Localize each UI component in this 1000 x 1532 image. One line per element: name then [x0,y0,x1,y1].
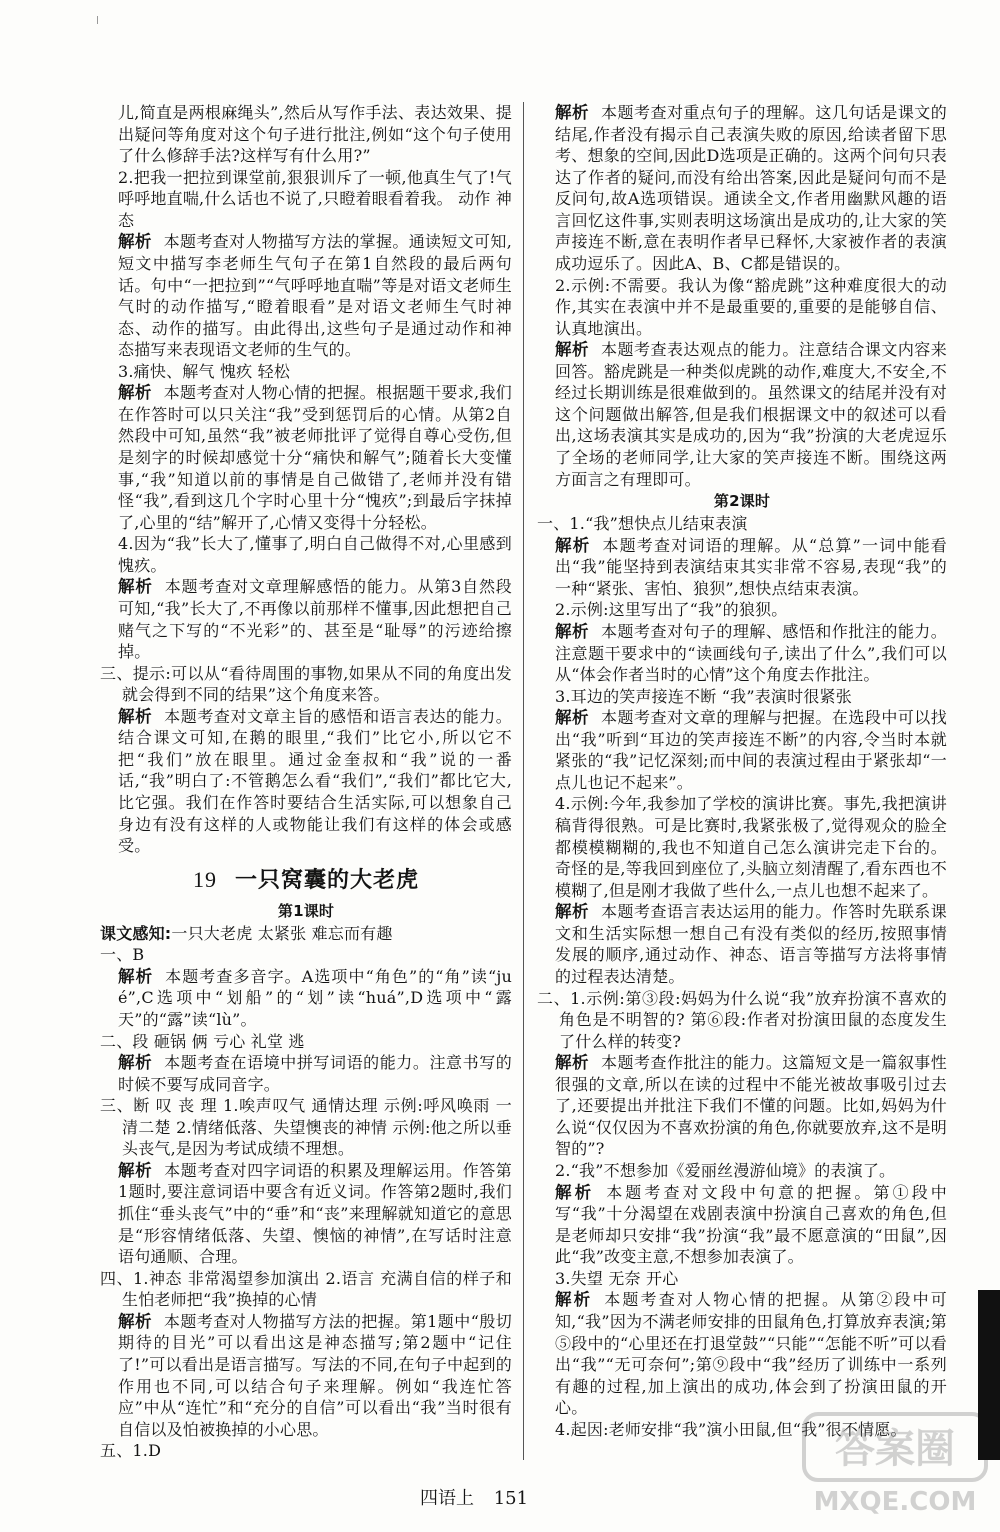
paragraph-text: 本题考查对人物描写方法的掌握。通读短文可知,短文中描写李老师生气句子在第1自然段的最后两句话。句中“一把拉到”“气呼呼地直喘”等是对语文老师生气时的动作描写,“瞪着眼看”是对语文老师生气时神态、动作的描写。由此得出,这些句子是通过动作和神态描写来表现语文老师的生气的。 [118,232,512,360]
paragraph-text: 3.失望 无奈 开心 [555,1268,679,1288]
analysis-label: 解析 [555,103,589,122]
paragraph-text: 儿,简直是两根麻绳头”,然后从写作手法、表达效果、提出疑问等角度对这个句子进行批注,例如“这个句子使用了什么修辞手法?这样写有什么用?” [118,103,512,166]
paragraph-text: 本题考查语言表达运用的能力。作答时先联系课文和生活实际想一想自己有没有类似的经历,按照事情发展的顺序,通过动作、神态、语言等描写方法将事情的过程表达清楚。 [555,902,947,986]
answer-paragraph [537,599,947,621]
analysis-label: 解析 [118,383,152,403]
section-label: 课文感知: [100,923,172,943]
paragraph-text: 三、断 叹 丧 理 1.唉声叹气 通情达理 示例:呼风唤雨 一清二楚 2.情绪低落、失望懊丧的神情 示例:他之所以垂头丧气,是因为考试成绩不理想。 [100,1096,512,1159]
analysis-label: 解析 [555,902,589,922]
paragraph-text: 本题考查作批注的能力。这篇短文是一篇叙事性很强的文章,所以在读的过程中不能光被故事吸引过去了,还要提出并批注下我们不懂的问题。比如,妈妈为什么说“仅仅因为不喜欢扮演的角色,你就要放弃,这不是明智的”? [555,1053,947,1159]
paragraph-text: 本题考查表达观点的能力。注意结合课文内容来回答。豁虎跳是一种类似虎跳的动作,难度大,不安全,不经过长期训练是很难做到的。虽然课文的结尾并没有对这个问题做出解答,但是我们根据课文中的叙述可以看出,这场表演其实是成功的,因为“我”扮演的大老虎逗乐了全场的老师同学,让大家的笑声接连不断。围绕这两方面言之有理即可。 [555,340,947,489]
analysis-label: 解析 [118,232,152,252]
analysis-label: 解析 [555,708,589,728]
answer-paragraph [100,1031,512,1053]
answer-paragraph [100,361,512,383]
analysis-label: 解析 [555,1182,595,1202]
page-footer [420,1484,542,1510]
answer-paragraph [537,686,947,708]
paragraph-text: 一、1.“我”想快点儿结束表演 [537,514,748,534]
analysis-paragraph [100,966,512,1031]
page-number: 151 [493,1488,529,1509]
analysis-label: 解析 [118,1311,152,1331]
lesson-name: 一只窝囊的大老虎 [234,867,419,893]
analysis-paragraph [100,1160,512,1268]
answer-paragraph [100,1268,512,1311]
paragraph-text: 2.把我一把拉到课堂前,狠狠训斥了一顿,他真生气了!气呼呼地直喘,什么话也不说了,只瞪着眼看着我。 动作 神态 [118,167,512,230]
paragraph-text: 3.耳边的笑声接连不断 “我”表演时很紧张 [555,686,852,706]
analysis-paragraph [537,1182,947,1268]
analysis-paragraph [100,576,512,662]
paragraph-text: 2.示例:不需要。我认为像“豁虎跳”这种难度很大的动作,其实在表演中并不是最重要的,重要的是能够自信、认真地演出。 [555,275,947,338]
answer-paragraph [100,1440,512,1462]
paragraph-text: 本题考查对文段中句意的把握。第①段中写“我”十分渴望在戏剧表演中扮演自己喜欢的角色,但是老师却只安排“我”扮演“我”最不愿意演的“田鼠”,因此“我”改变主意,不想参加表演了。 [555,1182,948,1267]
paragraph-text: 2.“我”不想参加《爱丽丝漫游仙境》的表演了。 [555,1161,896,1180]
paragraph-text: 4.起因:老师安排“我”演小田鼠,但“我”很不情愿。 [555,1419,907,1439]
analysis-label: 解析 [118,1160,153,1180]
paragraph-text: 本题考查对人物描写方法的把握。第1题中“殷切期待的目光”可以看出这是神态描写;第2题中“记住了!”可以看出是语言描写。写法的不同,在句子中起到的作用也不同,可以结合句子来理解。例如“我连忙答应”中从“连忙”和“充分的自信”可以看出“我”当时很有自信以及怕被换掉的小心思。 [118,1311,513,1439]
analysis-paragraph [100,1311,512,1440]
paragraph-text: 2.示例:这里写出了“我”的狼狈。 [555,600,788,620]
left-column [100,102,512,1462]
analysis-paragraph [537,707,947,793]
paragraph-text: 本题考查对词语的理解。从“总算”一词中能看出“我”能坚持到表演结束其实非常不容易,表现“我”的一种“紧张、害怕、狼狈”,想快点结束表演。 [555,535,947,598]
analysis-paragraph [100,1052,512,1095]
paragraph-text: 本题考查对文章主旨的感悟和语言表达的能力。结合课文可知,在鹅的眼里,“我们”比它小,所以它不把“我们”放在眼里。通过金奎叔和“我”说的一番话,“我”明白了:不管鹅怎么看“我们”,“我们”都比它大,比它强。我们在作答时要结合生活实际,可以想象自己身边有没有这样的人或物能让我们有这样的体会或感受。 [118,706,513,856]
answer-paragraph [100,663,512,706]
answer-paragraph [537,513,947,535]
analysis-paragraph [537,339,947,490]
paragraph-text: 本题考查对人物心情的把握。根据题干要求,我们在作答时可以只关注“我”受到惩罚后的心情。从第2自然段中可知,虽然“我”被老师批评了觉得自尊心受伤,但是刻字的时候却感觉十分“痛快和解气”;随着长大变懂事,“我”知道以前的事情是自己做错了,老师并没有错怪“我”,看到这几个字时心里十分“愧疚”;到最后字抹掉了,心里的“结”解开了,心情又变得十分轻松。 [118,383,512,532]
analysis-paragraph [100,382,512,533]
analysis-label: 解析 [118,577,153,597]
answer-paragraph [537,1268,947,1290]
right-column [537,102,947,1440]
analysis-label: 解析 [555,340,589,360]
book-label: 四语上 [420,1488,474,1509]
paragraph-text: 一只大老虎 太紧张 难忘而有趣 [171,923,393,943]
paragraph-text: 本题考查对句子的理解、感悟和作批注的能力。注意题干要求中的“读画线句子,读出了什么”,我们可以从“体会作者当时的心情”这个角度去作批注。 [555,621,947,685]
paragraph-text: 本题考查对重点句子的理解。这几句话是课文的结尾,作者没有揭示自己表演失败的原因,给读者留下思考、想象的空间,因此D选项是正确的。这两个问句只表达了作者的疑问,而没有给出答案,因此是疑问句而不是反问句,故A选项错误。通读全文,作者用幽默风趣的语言回忆这件事,实则表明这场演出是成功的,让大家的笑声接连不断,意在表明作者早已释怀,大家被作者的表演成功逗乐了。因此A、B、C都是错误的。 [555,103,947,273]
answer-paragraph [537,275,947,340]
analysis-label: 解析 [118,706,153,726]
answer-paragraph [100,533,512,576]
paragraph-text: 五、1.D [100,1441,162,1461]
analysis-paragraph [100,706,512,857]
answer-paragraph [537,988,947,1053]
column-divider [523,102,524,1460]
paragraph-text: 本题考查对文章的理解与把握。在选段中可以找出“我”听到“耳边的笑声接连不断”的内容,令当时本就紧张的“我”记忆深刻;而中间的表演过程由于紧张却“一点儿也记不起来”。 [555,708,947,792]
answer-paragraph [100,102,512,167]
paragraph-text: 四、1.神态 非常渴望参加演出 2.语言 充满自信的样子和生怕老师把“我”换掉的心情 [100,1268,512,1310]
answer-paragraph [100,923,512,945]
analysis-label: 解析 [118,966,154,986]
analysis-paragraph [537,1052,947,1160]
analysis-paragraph [537,535,947,600]
paragraph-text: 本题考查多音字。A选项中“角色”的“角”读“jué”,C选项中“划船”的“划”读“huá”,D选项中“露天”的“露”读“lù”。 [118,966,512,1029]
lesson-title [100,865,512,896]
period-heading: 第1课时 [277,901,335,920]
paragraph-text: 本题考查对人物心情的把握。从第②段中可知,“我”因为不满老师安排的田鼠角色,打算放弃表演;第⑤段中的“心里还在打退堂鼓”“只能”“怎能不听”可以看出“我”“无可奈何”;第⑨段中“我”经历了训练中一系列有趣的过程,加上演出的成功,体会到了扮演田鼠的开心。 [555,1290,947,1418]
watermark-text: 答案圈 [835,1426,955,1472]
paragraph-text: 3.痛快、解气 愧疚 轻松 [118,361,291,381]
paragraph-text: 本题考查对文章理解感悟的能力。从第3自然段可知,“我”长大了,不再像以前那样不懂事,因此想把自己赌气之下写的“不光彩”的、甚至是“耻辱”的污迹给擦掉。 [118,577,512,662]
analysis-label: 解析 [555,621,589,641]
analysis-paragraph [100,231,512,360]
answer-paragraph [537,793,947,901]
analysis-paragraph [537,1289,947,1418]
watermark-url: MXQE.COM [813,1487,977,1517]
paragraph-text: 4.因为“我”长大了,懂事了,明白自己做得不对,心里感到愧疚。 [118,534,512,575]
paragraph-text: 二、1.示例:第③段:妈妈为什么说“我”放弃扮演不喜欢的角色是不明智的? 第⑥段:作者对扮演田鼠的态度发生了什么样的转变? [537,988,947,1051]
analysis-label: 解析 [555,1053,589,1073]
paragraph-text: 本题考查对四字词语的积累及理解运用。作答第1题时,要注意词语中要含有近义词。作答第2题时,我们抓住“垂头丧气”中的“垂”和“丧”来理解就知道它的意思是“形容情绪低落、失望、懊恼的神情”,在写话时注意语句通顺、合理。 [118,1160,513,1267]
page-edge-tab [978,1290,1000,1460]
answer-paragraph [537,1160,947,1182]
lesson-number: 19 [192,866,217,892]
watermark-logo [800,1410,990,1520]
analysis-paragraph [537,102,947,275]
analysis-paragraph [537,901,947,987]
crop-mark [97,16,98,24]
analysis-label: 解析 [555,1290,593,1310]
analysis-label: 解析 [118,1053,153,1073]
analysis-label: 解析 [555,535,591,555]
answer-paragraph [100,1095,512,1160]
paragraph-text: 二、段 砸锅 俩 亏心 礼堂 逃 [100,1031,305,1051]
paragraph-text: 4.示例:今年,我参加了学校的演讲比赛。事先,我把演讲稿背得很熟。可是比赛时,我紧张极了,觉得观众的脸全都模模糊糊的,我也不知道自己怎么演讲完走下台的。奇怪的是,等我回到座位了,头脑立刻清醒了,看东西也不模糊了,但是刚才我做了些什么,一点儿也想不起来了。 [555,794,947,900]
paragraph-text: 本题考查在语境中拼写词语的能力。注意书写的时候不要写成同音字。 [118,1053,513,1094]
answer-paragraph [100,944,512,966]
period-heading: 第2课时 [713,492,771,511]
answer-paragraph [100,167,512,232]
analysis-paragraph [537,621,947,686]
paragraph-text: 三、提示:可以从“看待周围的事物,如果从不同的角度出发就会得到不同的结果”这个角度来答。 [100,663,512,705]
paragraph-text: 一、B [100,945,145,965]
